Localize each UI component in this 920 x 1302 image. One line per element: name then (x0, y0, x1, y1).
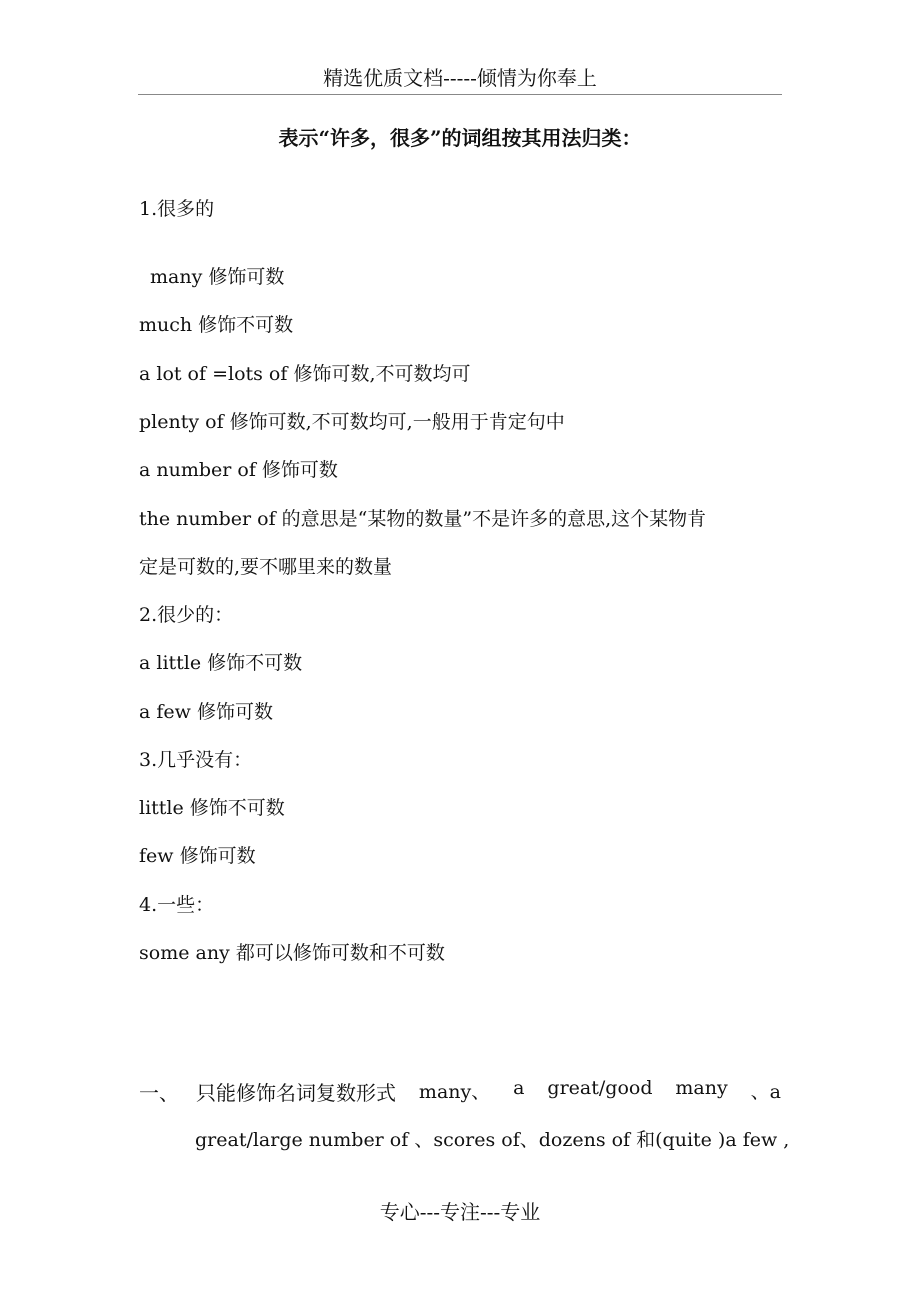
text-line: few 修饰可数 (139, 845, 256, 867)
text-line: 1.很多的 (139, 198, 215, 220)
section-number: 一、 (139, 1081, 179, 1105)
text-line: much 修饰不可数 (139, 314, 294, 336)
text-line: 2.很少的： (139, 604, 234, 626)
section-word: great/good (547, 1077, 653, 1099)
page-header: 精选优质文档-----倾情为你奉上 (323, 66, 597, 90)
section-word: 、a (750, 1081, 781, 1103)
section-line-1 (196, 1077, 781, 1106)
text-line: 4.一些： (139, 894, 215, 916)
section-word: many、 (418, 1081, 491, 1103)
text-line: the number of 的意思是“某物的数量”不是许多的意思,这个某物肯 (139, 508, 707, 530)
section-word: 只能修饰名词复数形式 (196, 1081, 396, 1105)
text-line: a number of 修饰可数 (139, 459, 338, 481)
page-footer: 专心---专注---专业 (379, 1200, 541, 1224)
text-line: 定是可数的,要不哪里来的数量 (139, 556, 393, 578)
text-line: some any 都可以修饰可数和不可数 (139, 942, 445, 964)
section-word: a (513, 1077, 525, 1099)
section-word: many (675, 1077, 728, 1099)
text-line: many 修饰可数 (150, 266, 285, 288)
text-line: little 修饰不可数 (139, 797, 285, 819)
text-line: a lot of =lots of 修饰可数,不可数均可 (139, 363, 471, 385)
text-line: plenty of 修饰可数,不可数均可,一般用于肯定句中 (139, 411, 565, 433)
document-title: 表示“许多，很多”的词组按其用法归类： (278, 126, 642, 150)
text-line: 3.几乎没有： (139, 749, 253, 771)
section-line-2: great/large number of 、scores of、dozens of 和(quite )a few , (195, 1129, 790, 1151)
header-divider (138, 94, 782, 95)
text-line: a little 修饰不可数 (139, 652, 303, 674)
text-line: a few 修饰可数 (139, 701, 273, 723)
